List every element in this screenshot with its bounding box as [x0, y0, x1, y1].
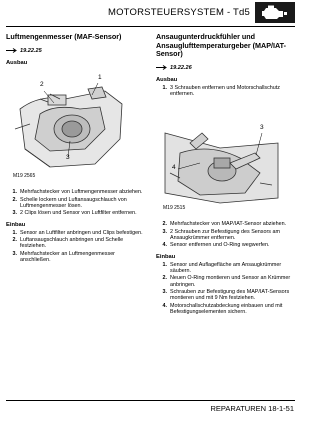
- operation-code: 19.22.25: [20, 47, 42, 54]
- footer-divider: [6, 400, 295, 401]
- list-item: 1. 3 Schrauben entfernen und Motorschallschutz entfernen.: [162, 84, 280, 97]
- right-ausbau-steps: [156, 221, 294, 248]
- einbau-heading: Einbau: [6, 222, 26, 229]
- engine-warning-icon: [255, 2, 295, 23]
- wrench-icon: [6, 48, 17, 53]
- list-item: 3. Mehrfachstecker an Luftmengenmesser anschließen.: [12, 250, 115, 264]
- list-item: 4. Motorschallschutzabdeckung einbauen und mit Befestigungselementen sichern.: [162, 302, 283, 316]
- right-ausbau-pre-steps: [156, 85, 294, 98]
- list-item: 4. Sensor entfernen und O-Ring wegwerfen.: [162, 242, 270, 249]
- figure-label: M19 2565: [13, 173, 36, 179]
- wrench-icon: [156, 65, 167, 70]
- left-ausbau-steps: [6, 189, 144, 216]
- header-divider: [6, 26, 295, 27]
- callout-4: 4: [172, 164, 176, 172]
- left-einbau-steps: [6, 230, 144, 264]
- right-einbau-steps: [156, 262, 294, 316]
- operation-reference: [156, 65, 294, 71]
- page-header-title: MOTORSTEUERSYSTEM - Td5: [107, 7, 250, 18]
- list-item: 1. Sensor an Luftfilter anbringen und Clips befestigen.: [12, 229, 143, 236]
- list-item: 1. Mehrfachstecker von Luftmengenmesser abziehen.: [12, 189, 143, 196]
- ausbau-heading: Ausbau: [6, 60, 28, 66]
- callout-3: 3: [260, 124, 264, 132]
- list-item: 3. Schrauben zur Befestigung des MAP/IAT-Sensors montieren und mit 9 Nm festziehen.: [162, 289, 290, 302]
- map-iat-sensor-illustration: [160, 103, 280, 213]
- left-column: [6, 33, 144, 264]
- list-item: 2. Schelle lockern und Luftansaugschlauch von Luftmengenmesser lösen.: [12, 196, 127, 210]
- ausbau-heading: Ausbau: [156, 77, 178, 84]
- maf-sensor-illustration: [10, 69, 130, 181]
- figure-label: M19 2515: [163, 205, 186, 211]
- list-item: 1. Sensor und Auflagefläche am Ansaugkrümmer säubern.: [162, 261, 282, 275]
- list-item: 2. Neuen O-Ring montieren und Sensor an Krümmer anbringen.: [162, 275, 291, 288]
- callout-3: 3: [66, 154, 70, 162]
- list-item: 2. Mehrfachstecker von MAP/IAT-Sensor abziehen.: [162, 221, 287, 228]
- callout-1: 1: [98, 74, 102, 82]
- callout-2: 2: [40, 81, 44, 89]
- page-footer: REPARATUREN 18-1-51: [210, 404, 294, 413]
- list-item: 3. 2 Clips lösen und Sensor von Luftfilter entfernen.: [12, 210, 137, 217]
- list-item: 3. 2 Schrauben zur Befestigung des Sensors am Ansaugkrümmer entfernen.: [162, 228, 280, 242]
- right-column: [156, 33, 294, 316]
- einbau-heading: Einbau: [156, 254, 176, 261]
- operation-code: 19.22.26: [170, 64, 192, 71]
- operation-reference: [6, 48, 144, 54]
- section-title-map-iat: Ansaugunterdruckfühler und Ansauglufttemperaturgeber (MAP/IAT-Sensor): [156, 32, 287, 59]
- section-title-maf: Luftmengenmesser (MAF-Sensor): [6, 32, 122, 41]
- list-item: 2. Luftansaugschlauch anbringen und Schelle festziehen.: [12, 237, 124, 250]
